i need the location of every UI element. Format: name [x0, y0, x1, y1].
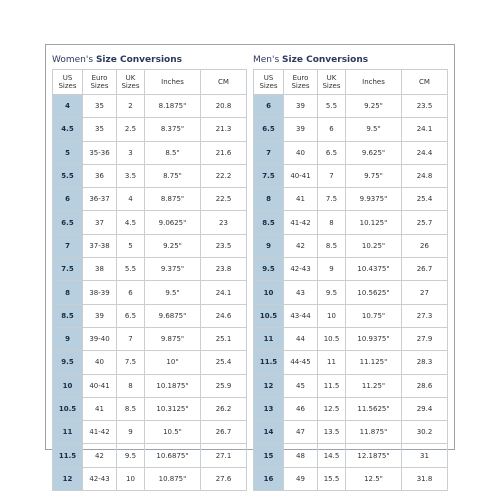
table-cell: 38-39 [83, 281, 117, 304]
table-cell: 8.875" [145, 188, 201, 211]
table-cell: 11.875" [346, 421, 402, 444]
table-cell: 8.75" [145, 164, 201, 187]
table-row [53, 444, 247, 467]
table-cell: 2 [117, 95, 145, 118]
table-cell: 2.5 [117, 118, 145, 141]
column-header: US Sizes [254, 70, 284, 95]
table-cell: 23.5 [201, 234, 247, 257]
table-cell: 10.75" [346, 304, 402, 327]
women-panel-title: Women's Size Conversions [52, 55, 182, 65]
table-cell: 8.5 [117, 397, 145, 420]
table-cell: 39 [284, 118, 318, 141]
table-cell: 25.9 [201, 374, 247, 397]
table-row [254, 281, 448, 304]
column-header: Inches [145, 70, 201, 95]
table-cell: 27.3 [402, 304, 448, 327]
table-cell: 40 [284, 141, 318, 164]
table-cell: 25.7 [402, 211, 448, 234]
table-cell: 9.5 [318, 281, 346, 304]
table-cell: 10.9375" [346, 327, 402, 350]
table-cell: 28.6 [402, 374, 448, 397]
column-header: Euro Sizes [284, 70, 318, 95]
us-size-cell: 12 [254, 374, 284, 397]
table-row [53, 258, 247, 281]
column-header: UK Sizes [117, 70, 145, 95]
table-cell: 12.1875" [346, 444, 402, 467]
table-row [254, 188, 448, 211]
us-size-cell: 8 [53, 281, 83, 304]
table-header-row [53, 70, 247, 95]
table-cell: 7 [318, 164, 346, 187]
column-header: Inches [346, 70, 402, 95]
table-cell: 31 [402, 444, 448, 467]
us-size-cell: 6.5 [53, 211, 83, 234]
table-cell: 37-38 [83, 234, 117, 257]
table-row [254, 234, 448, 257]
table-cell: 40-41 [284, 164, 318, 187]
women-size-panel [52, 53, 246, 491]
table-cell: 22.5 [201, 188, 247, 211]
table-row [254, 211, 448, 234]
table-cell: 37 [83, 211, 117, 234]
men-panel-title: Men's Size Conversions [253, 55, 369, 65]
table-cell: 9.6875" [145, 304, 201, 327]
table-cell: 9.9375" [346, 188, 402, 211]
table-cell: 42 [83, 444, 117, 467]
table-cell: 40-41 [83, 374, 117, 397]
us-size-cell: 7.5 [254, 164, 284, 187]
table-row [254, 164, 448, 187]
table-cell: 10.4375" [346, 258, 402, 281]
table-cell: 26 [402, 234, 448, 257]
table-cell: 26.7 [402, 258, 448, 281]
table-row [53, 164, 247, 187]
table-cell: 9.5" [346, 118, 402, 141]
us-size-cell: 9 [53, 327, 83, 350]
table-cell: 25.4 [201, 351, 247, 374]
table-row [254, 118, 448, 141]
table-cell: 10" [145, 351, 201, 374]
men-size-panel [253, 53, 447, 491]
table-row [53, 281, 247, 304]
table-cell: 24.4 [402, 141, 448, 164]
column-header: UK Sizes [318, 70, 346, 95]
women-size-table [52, 69, 247, 491]
us-size-cell: 11.5 [254, 351, 284, 374]
table-cell: 4.5 [117, 211, 145, 234]
us-size-cell: 11 [254, 327, 284, 350]
table-cell: 3 [117, 141, 145, 164]
table-cell: 9.875" [145, 327, 201, 350]
table-cell: 38 [83, 258, 117, 281]
table-cell: 9 [117, 421, 145, 444]
table-cell: 27 [402, 281, 448, 304]
table-cell: 28.3 [402, 351, 448, 374]
table-cell: 5.5 [318, 95, 346, 118]
table-row [254, 95, 448, 118]
us-size-cell: 8 [254, 188, 284, 211]
table-cell: 10.5625" [346, 281, 402, 304]
table-cell: 24.1 [201, 281, 247, 304]
table-row [53, 351, 247, 374]
table-row [254, 258, 448, 281]
table-row [53, 95, 247, 118]
us-size-cell: 4.5 [53, 118, 83, 141]
table-cell: 27.6 [201, 467, 247, 490]
table-cell: 10.3125" [145, 397, 201, 420]
table-cell: 12.5" [346, 467, 402, 490]
table-cell: 45 [284, 374, 318, 397]
table-cell: 8 [117, 374, 145, 397]
table-cell: 49 [284, 467, 318, 490]
table-cell: 3.5 [117, 164, 145, 187]
table-cell: 10.5 [318, 327, 346, 350]
us-size-cell: 8.5 [53, 304, 83, 327]
us-size-cell: 7 [254, 141, 284, 164]
table-cell: 27.1 [201, 444, 247, 467]
table-cell: 26.2 [201, 397, 247, 420]
table-cell: 10.6875" [145, 444, 201, 467]
table-cell: 11.125" [346, 351, 402, 374]
table-cell: 23 [201, 211, 247, 234]
men-size-table [253, 69, 448, 491]
table-cell: 8.375" [145, 118, 201, 141]
table-cell: 29.4 [402, 397, 448, 420]
table-cell: 9 [318, 258, 346, 281]
table-cell: 9.5 [117, 444, 145, 467]
table-cell: 35 [83, 95, 117, 118]
table-cell: 10.875" [145, 467, 201, 490]
table-cell: 9.25" [346, 95, 402, 118]
table-cell: 41-42 [284, 211, 318, 234]
table-cell: 9.375" [145, 258, 201, 281]
table-cell: 8.1875" [145, 95, 201, 118]
table-row [254, 351, 448, 374]
us-size-cell: 10 [53, 374, 83, 397]
us-size-cell: 13 [254, 397, 284, 420]
table-cell: 9.25" [145, 234, 201, 257]
table-cell: 46 [284, 397, 318, 420]
table-cell: 41 [83, 397, 117, 420]
us-size-cell: 6.5 [254, 118, 284, 141]
table-cell: 5.5 [117, 258, 145, 281]
table-cell: 22.2 [201, 164, 247, 187]
table-cell: 42 [284, 234, 318, 257]
table-cell: 36-37 [83, 188, 117, 211]
table-cell: 30.2 [402, 421, 448, 444]
size-chart-frame [45, 44, 455, 483]
table-cell: 23.8 [201, 258, 247, 281]
us-size-cell: 10 [254, 281, 284, 304]
us-size-cell: 7 [53, 234, 83, 257]
us-size-cell: 11 [53, 421, 83, 444]
table-cell: 10.5" [145, 421, 201, 444]
table-cell: 24.1 [402, 118, 448, 141]
table-cell: 7 [117, 327, 145, 350]
table-cell: 4 [117, 188, 145, 211]
table-row [53, 327, 247, 350]
table-cell: 41 [284, 188, 318, 211]
table-row [53, 374, 247, 397]
column-header: CM [402, 70, 448, 95]
table-row [254, 304, 448, 327]
table-cell: 6 [318, 118, 346, 141]
table-cell: 26.7 [201, 421, 247, 444]
us-size-cell: 9 [254, 234, 284, 257]
table-cell: 11.25" [346, 374, 402, 397]
table-cell: 42-43 [83, 467, 117, 490]
us-size-cell: 9.5 [254, 258, 284, 281]
table-cell: 43-44 [284, 304, 318, 327]
us-size-cell: 10.5 [53, 397, 83, 420]
table-header-row [254, 70, 448, 95]
table-cell: 14.5 [318, 444, 346, 467]
table-cell: 44 [284, 327, 318, 350]
table-cell: 10.25" [346, 234, 402, 257]
table-cell: 36 [83, 164, 117, 187]
table-row [53, 304, 247, 327]
table-cell: 12.5 [318, 397, 346, 420]
table-row [254, 327, 448, 350]
table-row [53, 118, 247, 141]
table-cell: 8.5 [318, 234, 346, 257]
table-row [53, 467, 247, 490]
table-cell: 24.8 [402, 164, 448, 187]
table-cell: 21.6 [201, 141, 247, 164]
us-size-cell: 10.5 [254, 304, 284, 327]
table-cell: 8 [318, 211, 346, 234]
table-cell: 6.5 [117, 304, 145, 327]
table-cell: 9.0625" [145, 211, 201, 234]
table-row [53, 141, 247, 164]
us-size-cell: 11.5 [53, 444, 83, 467]
table-cell: 6 [117, 281, 145, 304]
table-cell: 23.5 [402, 95, 448, 118]
table-cell: 35-36 [83, 141, 117, 164]
us-size-cell: 16 [254, 467, 284, 490]
us-size-cell: 4 [53, 95, 83, 118]
column-header: US Sizes [53, 70, 83, 95]
table-cell: 48 [284, 444, 318, 467]
table-cell: 40 [83, 351, 117, 374]
table-cell: 47 [284, 421, 318, 444]
table-row [53, 188, 247, 211]
table-cell: 20.8 [201, 95, 247, 118]
table-row [254, 444, 448, 467]
us-size-cell: 9.5 [53, 351, 83, 374]
us-size-cell: 5.5 [53, 164, 83, 187]
table-cell: 39 [284, 95, 318, 118]
table-cell: 10.125" [346, 211, 402, 234]
table-cell: 44-45 [284, 351, 318, 374]
table-cell: 9.5" [145, 281, 201, 304]
column-header: Euro Sizes [83, 70, 117, 95]
table-cell: 11.5 [318, 374, 346, 397]
table-cell: 10.1875" [145, 374, 201, 397]
table-cell: 10 [117, 467, 145, 490]
table-row [53, 397, 247, 420]
table-cell: 39-40 [83, 327, 117, 350]
table-cell: 15.5 [318, 467, 346, 490]
table-cell: 9.75" [346, 164, 402, 187]
table-row [53, 211, 247, 234]
table-cell: 39 [83, 304, 117, 327]
us-size-cell: 14 [254, 421, 284, 444]
table-cell: 24.6 [201, 304, 247, 327]
table-cell: 6.5 [318, 141, 346, 164]
table-cell: 35 [83, 118, 117, 141]
us-size-cell: 6 [254, 95, 284, 118]
table-cell: 5 [117, 234, 145, 257]
table-row [254, 141, 448, 164]
table-cell: 9.625" [346, 141, 402, 164]
us-size-cell: 5 [53, 141, 83, 164]
table-row [53, 234, 247, 257]
table-row [254, 397, 448, 420]
table-row [254, 467, 448, 490]
table-row [53, 421, 247, 444]
table-cell: 25.1 [201, 327, 247, 350]
table-cell: 21.3 [201, 118, 247, 141]
column-header: CM [201, 70, 247, 95]
table-cell: 10 [318, 304, 346, 327]
table-cell: 43 [284, 281, 318, 304]
table-row [254, 374, 448, 397]
table-cell: 7.5 [117, 351, 145, 374]
table-cell: 27.9 [402, 327, 448, 350]
us-size-cell: 12 [53, 467, 83, 490]
us-size-cell: 6 [53, 188, 83, 211]
table-row [254, 421, 448, 444]
table-cell: 11 [318, 351, 346, 374]
table-cell: 7.5 [318, 188, 346, 211]
table-cell: 41-42 [83, 421, 117, 444]
us-size-cell: 7.5 [53, 258, 83, 281]
us-size-cell: 8.5 [254, 211, 284, 234]
table-cell: 13.5 [318, 421, 346, 444]
us-size-cell: 15 [254, 444, 284, 467]
table-cell: 11.5625" [346, 397, 402, 420]
table-cell: 42-43 [284, 258, 318, 281]
table-cell: 31.8 [402, 467, 448, 490]
table-cell: 25.4 [402, 188, 448, 211]
table-cell: 8.5" [145, 141, 201, 164]
